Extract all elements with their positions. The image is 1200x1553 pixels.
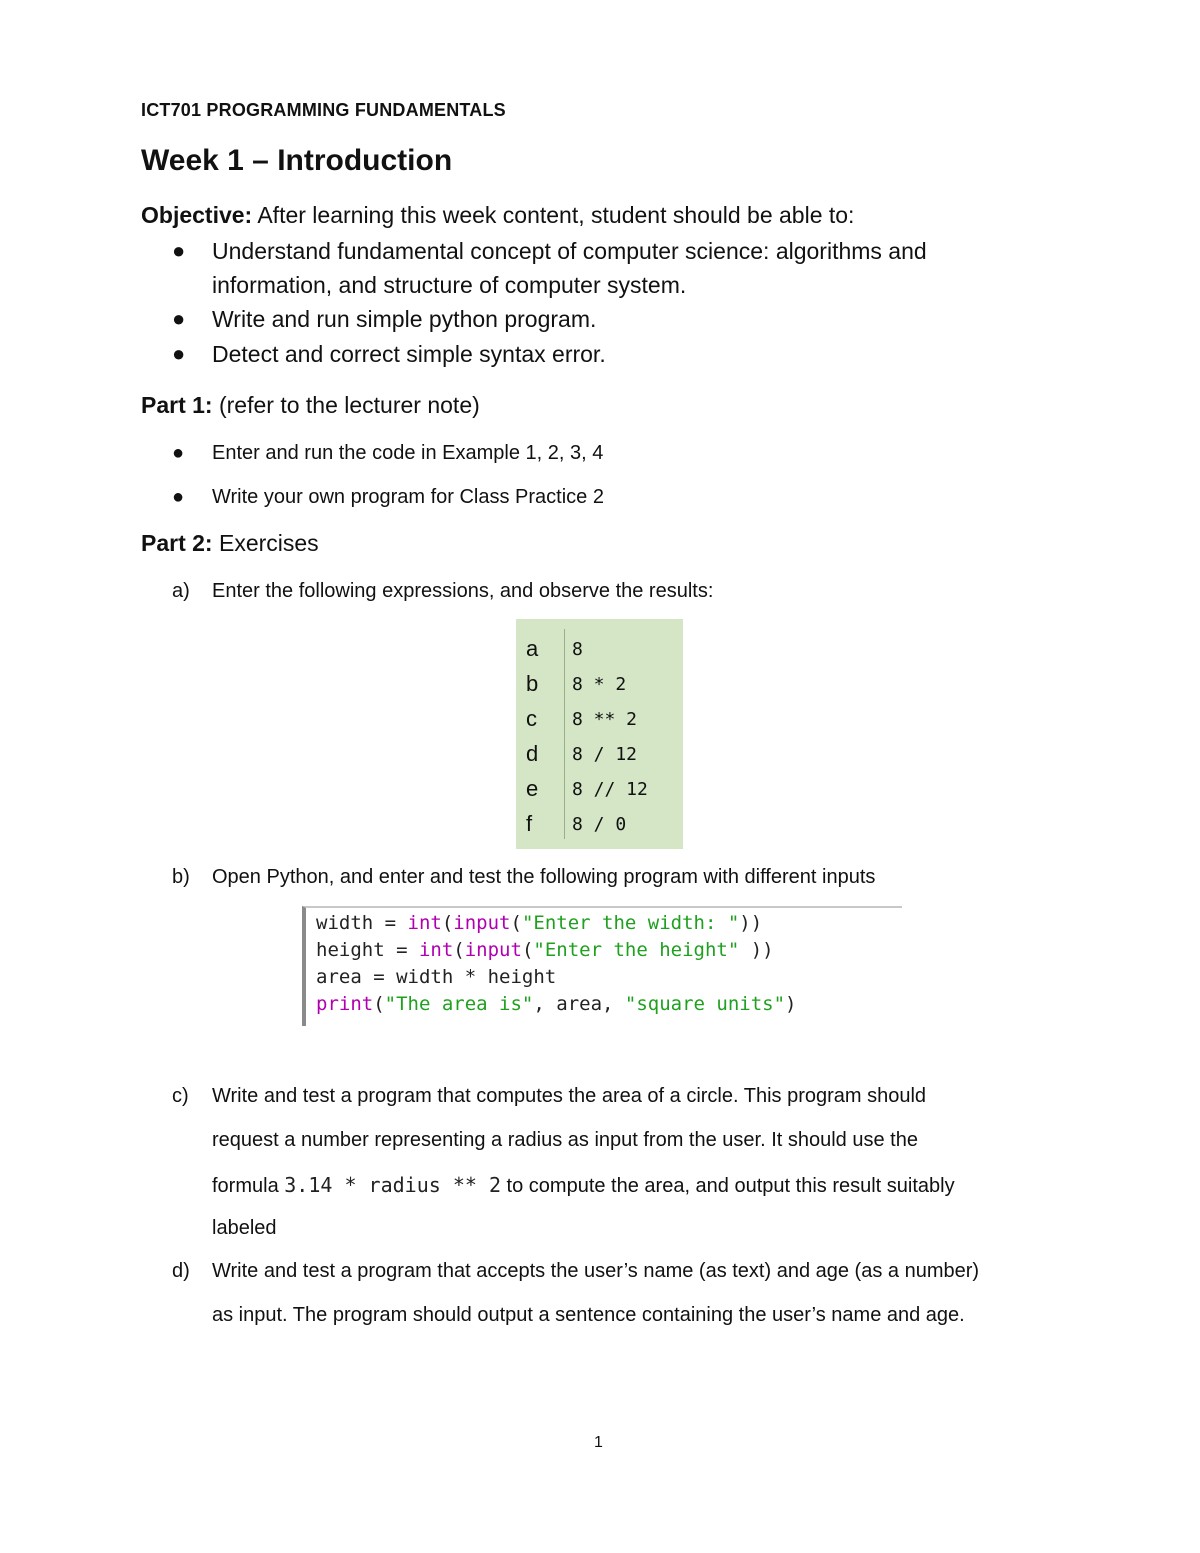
item-d-line-2: as input. The program should output a sentence containing the user’s name and age. <box>212 1304 965 1326</box>
code-token: ( <box>441 912 454 934</box>
part2-text: Exercises <box>212 530 319 556</box>
part1-heading <box>141 392 480 419</box>
code-token: ( <box>521 939 534 961</box>
code-line-4 <box>316 993 797 1015</box>
part1-bullet-text: Write your own program for Class Practice 2 <box>212 486 604 508</box>
code-keyword: input <box>453 912 511 934</box>
objective-bullet-text: Write and run simple python program. <box>212 306 597 332</box>
expression-value: 8 * 2 <box>572 674 627 695</box>
objective-paragraph <box>141 202 854 229</box>
item-a-text: Enter the following expressions, and observe the results: <box>212 580 714 602</box>
expression-letter: e <box>526 776 539 801</box>
expression-letter: b <box>526 671 539 696</box>
table-divider <box>564 629 565 839</box>
code-string: "Enter the width: " <box>521 912 740 934</box>
bullet-icon: ● <box>172 306 186 331</box>
code-token: , area, <box>533 993 625 1015</box>
item-d-label: d) <box>172 1260 190 1282</box>
expression-letter: f <box>526 811 533 836</box>
item-d-line-1: Write and test a program that accepts the user’s name (as text) and age (as a number) <box>212 1260 980 1282</box>
expression-value: 8 // 12 <box>572 779 648 800</box>
code-token: height = <box>316 939 419 961</box>
item-c-text: to compute the area, and output this result suitably <box>501 1175 955 1197</box>
expression-value: 8 <box>572 639 583 660</box>
code-token: ( <box>510 912 522 934</box>
expressions-table <box>516 619 683 849</box>
course-title: ICT701 PROGRAMMING FUNDAMENTALS <box>141 100 506 120</box>
code-line-1 <box>316 912 762 934</box>
item-c-line-1: Write and test a program that computes the area of a circle. This program should <box>212 1085 927 1107</box>
code-token: ( <box>373 993 385 1015</box>
code-token: )) <box>739 939 774 961</box>
bullet-icon: ● <box>172 486 185 508</box>
bullet-icon: ● <box>172 238 186 263</box>
objective-bullet-text: Understand fundamental concept of computer science: algorithms and <box>212 238 927 264</box>
code-block <box>302 906 902 1026</box>
item-a-label: a) <box>172 580 190 602</box>
bullet-icon: ● <box>172 341 186 366</box>
item-b-text: Open Python, and enter and test the following program with different inputs <box>212 866 876 888</box>
code-line-2 <box>316 939 774 961</box>
part2-heading <box>141 530 319 557</box>
expression-letter: d <box>526 741 539 766</box>
code-line-3: area = width * height <box>316 966 557 988</box>
objective-text: After learning this week content, student should be able to: <box>252 202 855 228</box>
item-c-line-2: request a number representing a radius as input from the user. It should use the <box>212 1129 918 1151</box>
expression-value: 8 / 0 <box>572 814 627 835</box>
item-c-line-3 <box>212 1173 955 1198</box>
formula-code: 3.14 * radius ** 2 <box>284 1173 501 1197</box>
expression-letter: c <box>526 706 537 731</box>
objective-bullet-text: information, and structure of computer system. <box>212 272 687 298</box>
item-c-text: formula <box>212 1175 285 1197</box>
page-number: 1 <box>594 1434 603 1451</box>
part2-label: Part 2: <box>141 530 213 556</box>
item-b-label: b) <box>172 866 190 888</box>
code-keyword: int <box>407 912 442 934</box>
expression-value: 8 ** 2 <box>572 709 638 730</box>
item-c-line-4: labeled <box>212 1217 277 1239</box>
part1-text: (refer to the lecturer note) <box>212 392 480 418</box>
code-token: )) <box>739 912 763 934</box>
expression-letter: a <box>526 636 539 661</box>
code-string: "square units" <box>624 993 786 1015</box>
code-token: ) <box>785 993 797 1015</box>
code-keyword: int <box>418 939 454 961</box>
part1-label: Part 1: <box>141 392 213 418</box>
bullet-icon: ● <box>172 442 185 464</box>
item-c-label: c) <box>172 1085 189 1107</box>
part1-bullet-text: Enter and run the code in Example 1, 2, 3, 4 <box>212 442 604 464</box>
code-string: "Enter the height" <box>533 939 740 961</box>
code-token: ( <box>453 939 465 961</box>
code-string: "The area is" <box>384 993 534 1015</box>
code-keyword: print <box>316 993 374 1015</box>
objective-bullet-text: Detect and correct simple syntax error. <box>212 341 606 367</box>
expression-value: 8 / 12 <box>572 744 638 765</box>
code-token: width = <box>316 912 408 934</box>
week-title: Week 1 – Introduction <box>141 144 453 177</box>
objective-label: Objective: <box>141 202 253 228</box>
code-keyword: input <box>464 939 522 961</box>
